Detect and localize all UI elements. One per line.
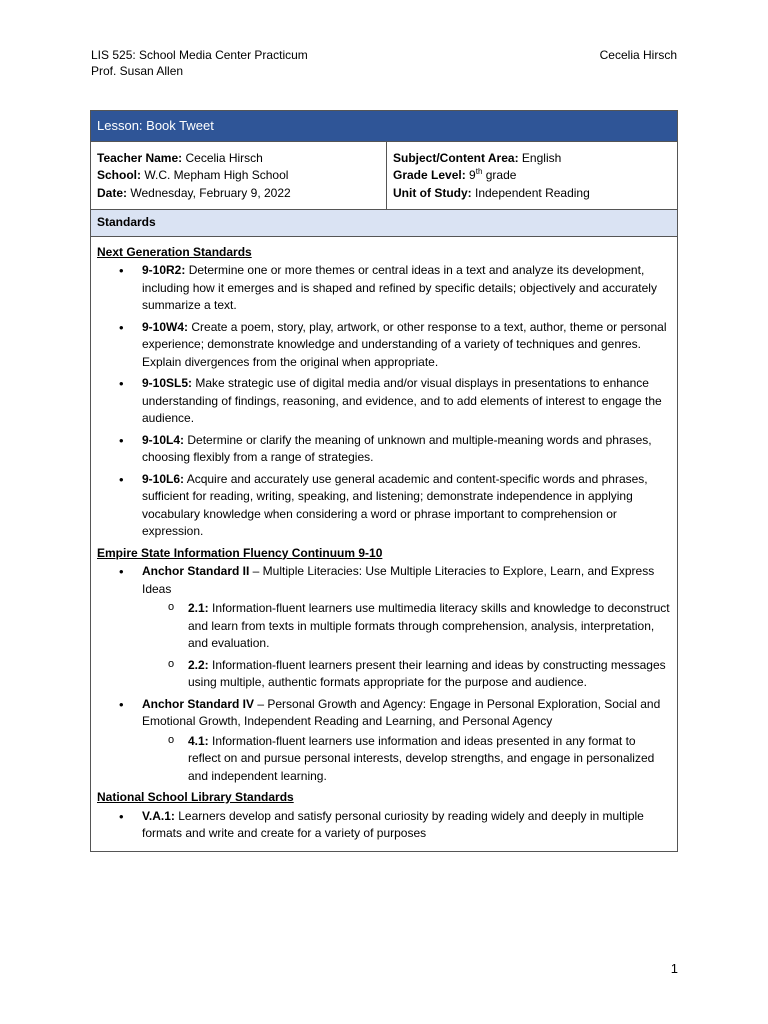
sub-list-item: o 2.1: Information-fluent learners use multimedia literacy skills and knowledge to deconstruct and learn from texts in multiple formats through comprehension, analysis, interpretation, and evaluation. [142, 600, 671, 653]
subject-value: English [521, 150, 562, 165]
page-header-left [91, 47, 308, 79]
list-item: • V.A.1: Learners develop and satisfy personal curiosity by reading widely and deeply in multiple formats and write and create for a variety of purposes [97, 808, 671, 843]
lesson-info-right [387, 141, 678, 210]
nsls-list [97, 808, 671, 843]
page-number: 1 [670, 961, 678, 976]
teacher-name: Cecelia Hirsch [185, 150, 263, 165]
unit-line: Unit of Study: Independent Reading [393, 185, 590, 200]
school-line: School: W.C. Mepham High School [97, 168, 289, 182]
ngs-title: Next Generation Standards [97, 244, 252, 259]
ngs-list [97, 262, 671, 541]
list-item: • Anchor Standard IV – Personal Growth and Agency: Engage in Personal Exploration, Social and Emotional Growth, Independent Reading and Learning, and Personal Agency o 4.1: Information-fluent learners use information and ideas presented in any format to reflect on and pursue personal interests, develop strengths, and engage in personalized and independent learning. [97, 696, 671, 786]
professor-name: Prof. Susan Allen [91, 64, 184, 78]
list-item: • 9-10SL5: Make strategic use of digital media and/or visual displays in presentations to enhance understanding of findings, reasoning, and evidence, and to add elements of interest to engage the audience. [97, 375, 671, 428]
list-item: • 9-10R2: Determine one or more themes or central ideas in a text and analyze its development, including how it emerges and is shaped and refined by specific details; objectively and accurately summarize a text. [97, 262, 671, 315]
list-item: • 9-10W4: Create a poem, story, play, artwork, or other response to a text, author, theme or personal experience; demonstrate knowledge and understanding of a variety of techniques and genres. Explain divergences from the original when appropriate. [97, 319, 671, 372]
sub-list [142, 600, 671, 692]
standards-heading: Standards [91, 210, 678, 237]
lesson-plan-table [90, 110, 678, 852]
list-item: • Anchor Standard II – Multiple Literacies: Use Multiple Literacies to Explore, Learn, and Express Ideas o 2.1: Information-fluent learners use multimedia literacy skills and knowledge to deconstruct and learn from texts in multiple formats through comprehension, analysis, interpretation, and evaluation. o 2.2: Information-fluent learners present their learning and ideas by constructing messages using multiple, authentic formats appropriate for the purpose and audience. [97, 563, 671, 692]
standards-header-row [91, 210, 678, 237]
lesson-info-left [91, 141, 387, 210]
lesson-info-row [91, 141, 678, 210]
esifc-list [97, 563, 671, 785]
school-name: W.C. Mepham High School [144, 168, 289, 182]
standards-body [91, 236, 678, 851]
lesson-date: Wednesday, February 9, 2022 [130, 185, 291, 200]
sub-list-item: o 2.2: Information-fluent learners present their learning and ideas by constructing messages using multiple, authentic formats appropriate for the purpose and audience. [142, 657, 671, 692]
grade-line: Grade Level: 9th grade [393, 167, 517, 182]
sub-list-item: o 4.1: Information-fluent learners use information and ideas presented in any format to reflect on and pursue personal interests, develop strengths, and engage in personalized and independent learning. [142, 733, 671, 786]
list-item: • 9-10L6: Acquire and accurately use general academic and content-specific words and phrases, sufficient for reading, writing, speaking, and listening; demonstrate independence in applying vocabulary knowledge when considering a word or phrase important to comprehension or expression. [97, 471, 671, 541]
author-name: Cecelia Hirsch [599, 48, 677, 62]
list-item: • 9-10L4: Determine or clarify the meaning of unknown and multiple-meaning words and phrases, choosing flexibly from a range of strategies. [97, 432, 671, 467]
date-line: Date: Wednesday, February 9, 2022 [97, 185, 291, 200]
course-title: LIS 525: School Media Center Practicum [91, 48, 308, 62]
lesson-title-row [91, 111, 678, 142]
standards-body-row [91, 236, 678, 851]
teacher-line: Teacher Name: Cecelia Hirsch [97, 150, 263, 165]
lesson-title: Lesson: Book Tweet [91, 111, 678, 142]
esifc-title: Empire State Information Fluency Continuum 9-10 [97, 545, 383, 560]
sub-list [142, 733, 671, 786]
unit-value: Independent Reading [475, 185, 590, 200]
subject-line: Subject/Content Area: English [393, 150, 562, 165]
nsls-title: National School Library Standards [97, 790, 294, 804]
